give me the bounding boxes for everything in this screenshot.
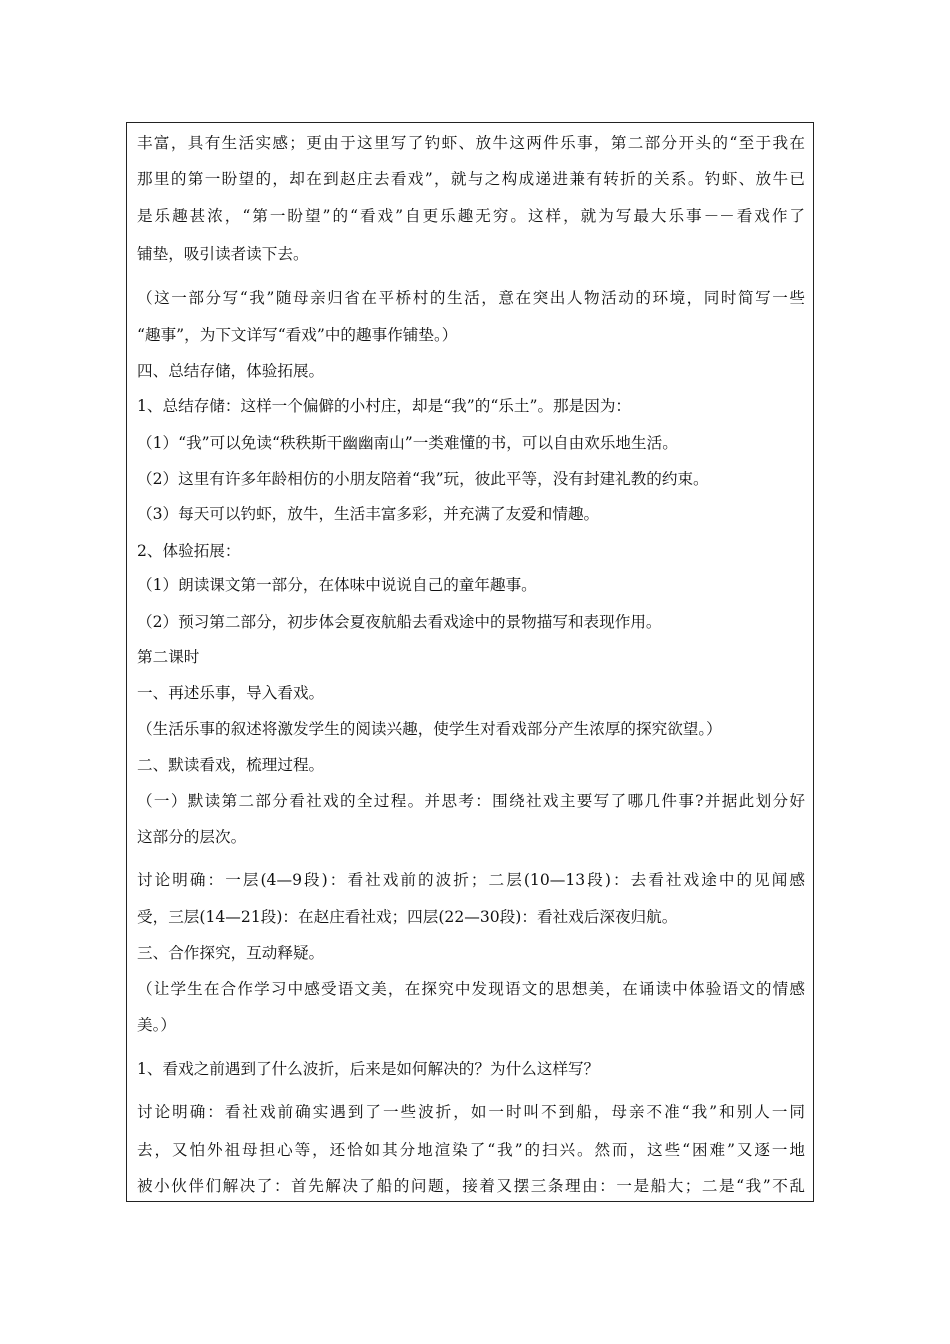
text-line: 铺垫，吸引读者读下去。	[137, 245, 309, 263]
text-line: 美。）	[137, 1016, 176, 1034]
list-item: （1）“我”可以免读“秩秩斯干幽幽南山”一类难懂的书，可以自由欢乐地生活。	[137, 434, 678, 452]
text-line: “趣事”，为下文详写“看戏”中的趣事作铺垫。）	[137, 326, 458, 344]
question-line: 1、看戏之前遇到了什么波折，后来是如何解决的？为什么这样写？	[137, 1060, 600, 1078]
section-heading: 一、再述乐事，导入看戏。	[137, 684, 325, 702]
list-item: （3）每天可以钓虾，放牛，生活丰富多彩，并充满了友爱和情趣。	[137, 505, 600, 523]
section-heading: 四、总结存储，体验拓展。	[137, 362, 325, 380]
text-line: 是乐趣甚浓，“第一盼望”的“看戏”自更乐趣无穷。这样，就为写最大乐事－－看戏作了	[137, 207, 805, 225]
text-line: 这部分的层次。	[137, 828, 247, 846]
list-item: （2）预习第二部分，初步体会夏夜航船去看戏途中的景物描写和表现作用。	[137, 613, 662, 631]
text-line: 1、总结存储：这样一个偏僻的小村庄，却是“我”的“乐土”。那是因为：	[137, 397, 632, 415]
text-line: （生活乐事的叙述将激发学生的阅读兴趣，使学生对看戏部分产生浓厚的探究欲望。）	[137, 720, 722, 738]
text-line: 被小伙伴们解决了：首先解决了船的问题，接着又摆三条理由：一是船大；二是“我”不乱	[137, 1177, 805, 1195]
text-line: 2、体验拓展：	[137, 542, 241, 560]
list-item: （1）朗读课文第一部分，在体味中说说自己的童年趣事。	[137, 576, 537, 594]
text-line: 去，又怕外祖母担心等，还恰如其分地渲染了“我”的扫兴。然而，这些“困难”又逐一地	[137, 1141, 805, 1159]
section-heading: 三、合作探究，互动释疑。	[137, 944, 325, 962]
text-line: 丰富，具有生活实感；更由于这里写了钓虾、放牛这两件乐事，第二部分开头的“至于我在	[137, 134, 805, 152]
text-line: 那里的第一盼望的，却在到赵庄去看戏”，就与之构成递进兼有转折的关系。钓虾、放牛已	[137, 170, 805, 188]
list-item: （2）这里有许多年龄相仿的小朋友陪着“我”玩，彼此平等，没有封建礼教的约束。	[137, 470, 709, 488]
text-line: （一）默读第二部分看社戏的全过程。并思考：围绕社戏主要写了哪几件事?并据此划分好	[137, 792, 805, 810]
lesson-title: 第二课时	[137, 648, 200, 666]
text-line: 受，三层(14—21段)：在赵庄看社戏；四层(22—30段)：看社戏后深夜归航。	[137, 908, 678, 926]
section-heading: 二、默读看戏，梳理过程。	[137, 756, 325, 774]
document-table-cell	[126, 122, 814, 1202]
text-line: （让学生在合作学习中感受语文美，在探究中发现语文的思想美，在诵读中体验语文的情感	[137, 980, 805, 998]
text-line: 讨论明确：看社戏前确实遇到了一些波折，如一时叫不到船，母亲不准“我”和别人一同	[137, 1103, 805, 1121]
text-line: （这一部分写“我”随母亲归省在平桥村的生活，意在突出人物活动的环境，同时简写一些	[137, 289, 805, 307]
text-line: 讨论明确：一层(4—9段)：看社戏前的波折；二层(10—13段)：去看社戏途中的见闻感	[137, 871, 805, 889]
